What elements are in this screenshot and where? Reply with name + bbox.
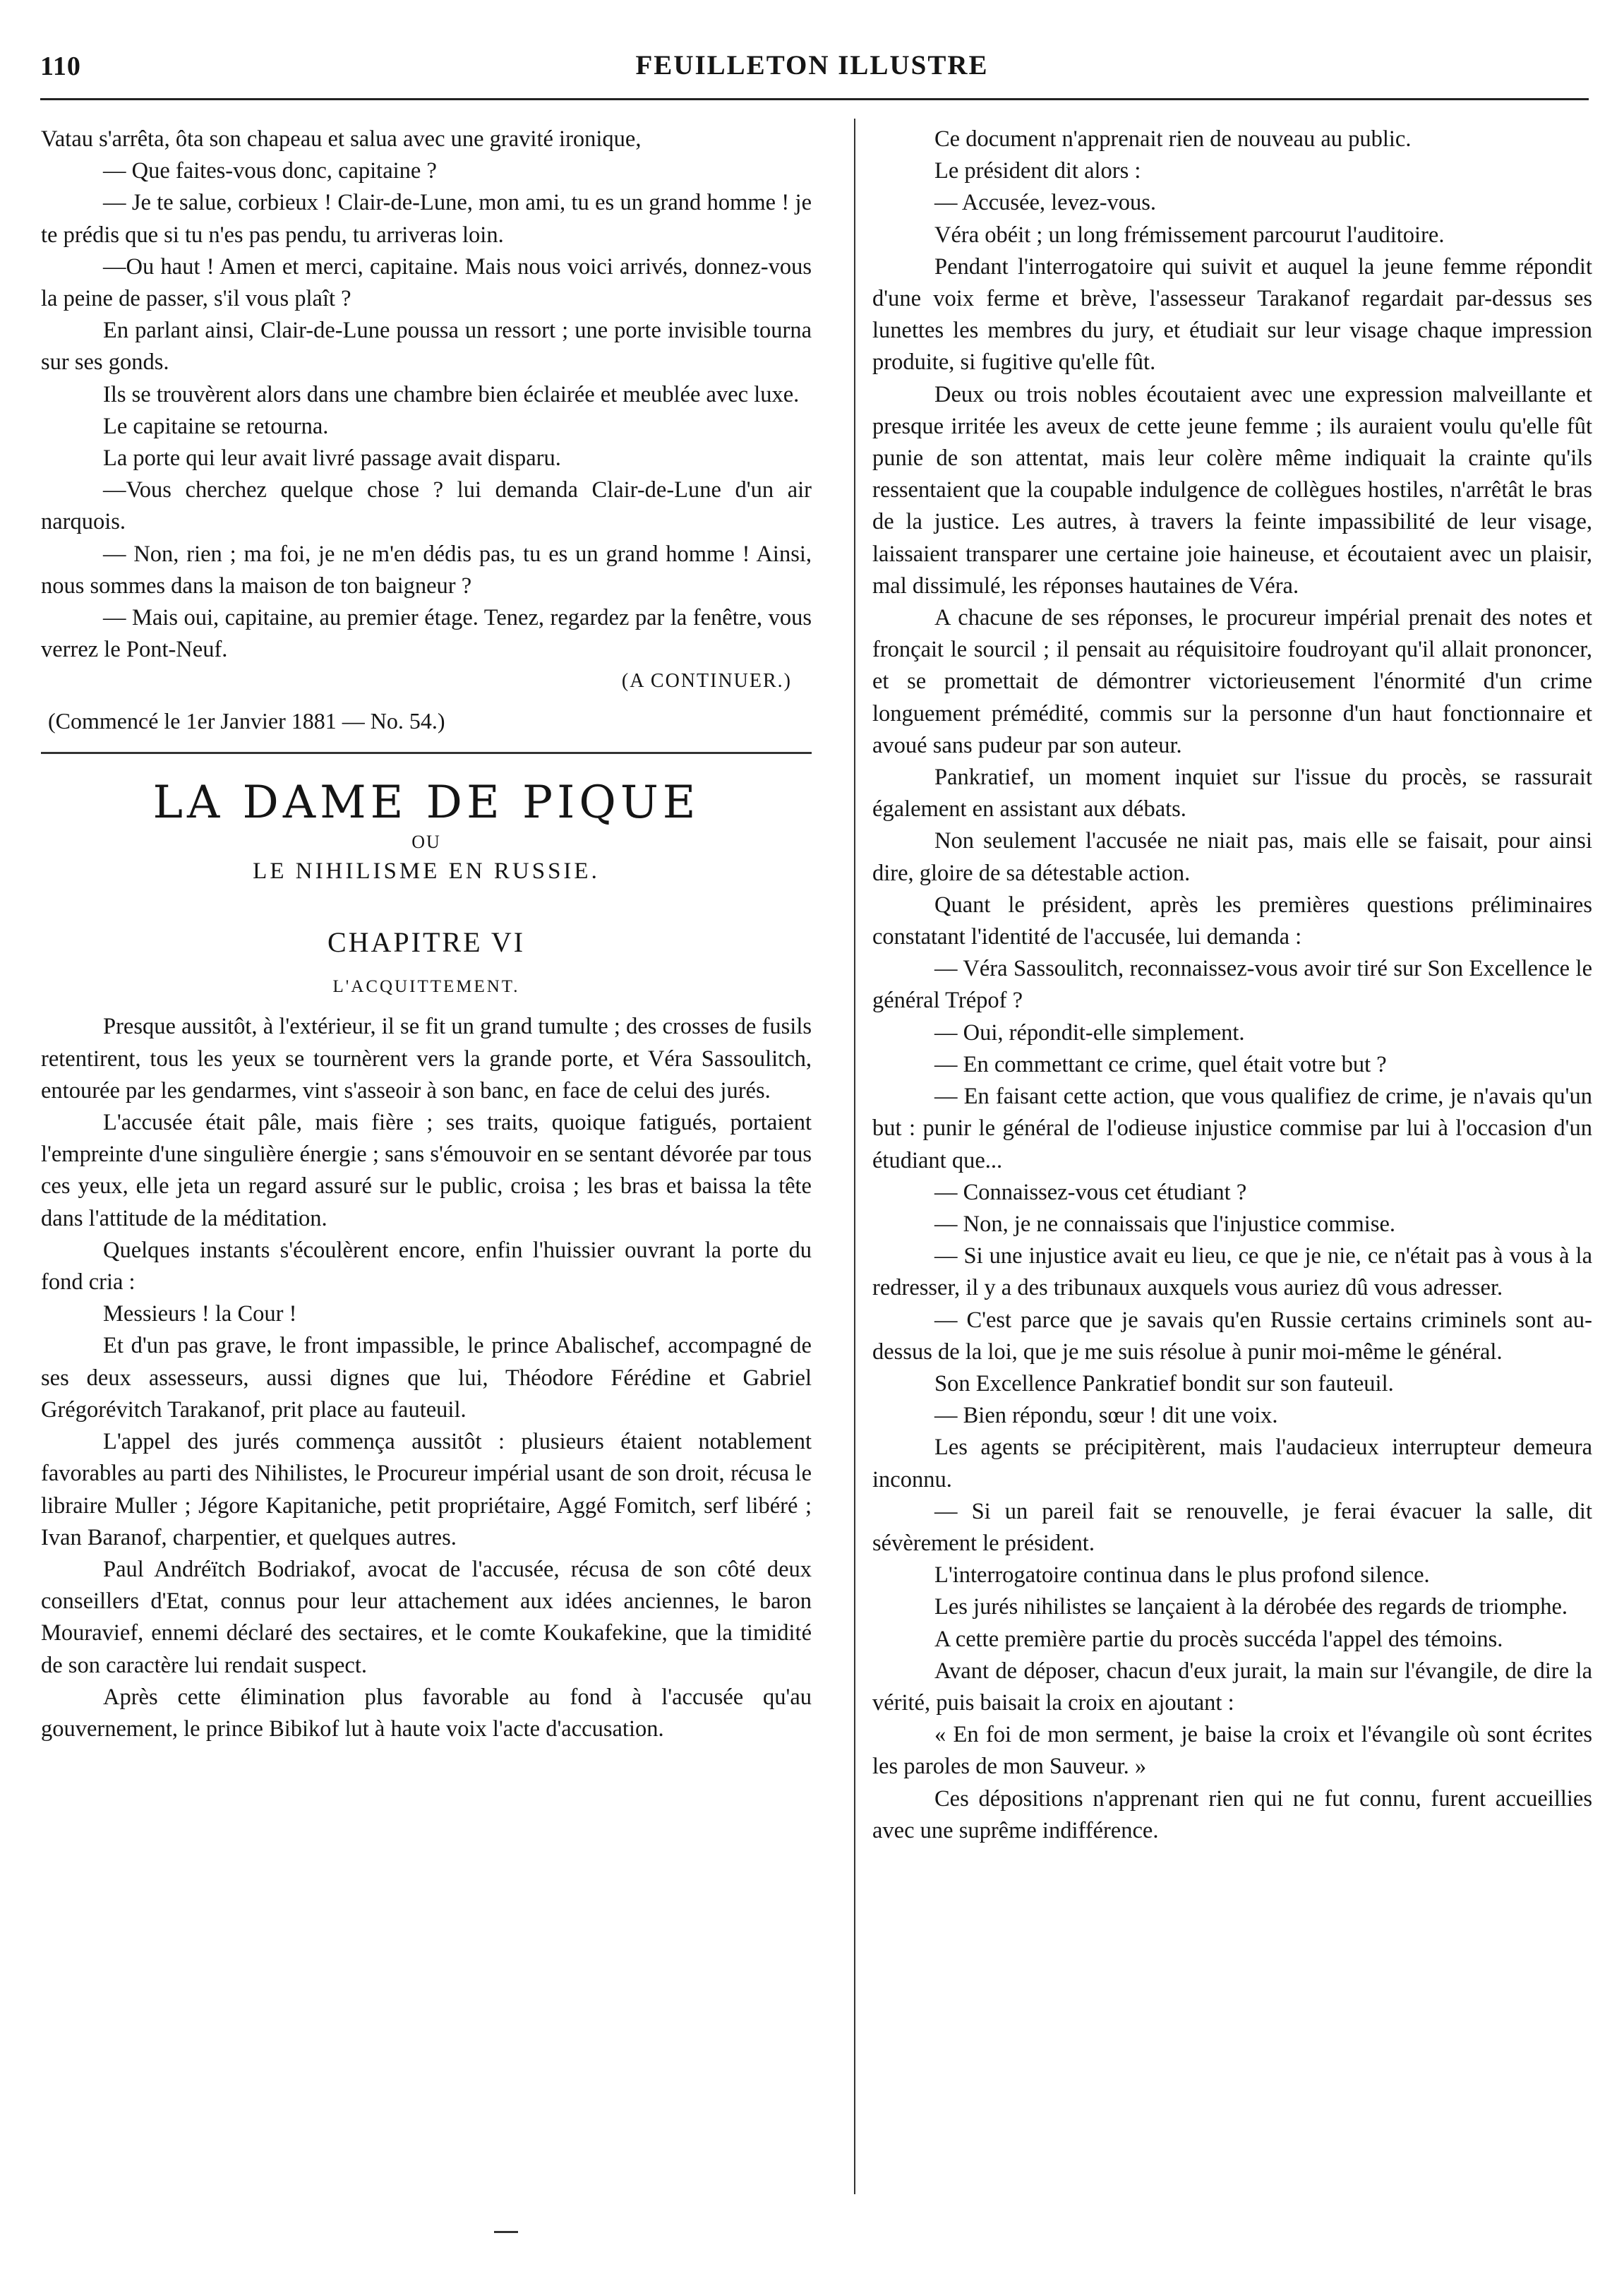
paragraph: — Que faites-vous donc, capitaine ? bbox=[103, 158, 437, 184]
paragraph: Paul Andréïtch Bodriakof, avocat de l'accusée, récusa de son côté deux conseillers d'Etat, connus pour leur attachement aux idées anciennes, le baron Mouravief, ennemi déclaré des sectaires, et le comte Koukafekine, que la timidité de son caractère lui rendait suspect. bbox=[41, 1556, 812, 1678]
paragraph: Messieurs ! la Cour ! bbox=[103, 1301, 297, 1327]
paragraph: —Vous cherchez quelque chose ? lui demanda Clair-de-Lune d'un air narquois. bbox=[41, 477, 812, 535]
paragraph: — Accusée, levez-vous. bbox=[934, 190, 1157, 216]
paragraph: Quant le président, après les premières questions préliminaires constatant l'identité de l'accusée, lui demanda : bbox=[872, 892, 1592, 950]
section-rule bbox=[41, 752, 812, 754]
paragraph: « En foi de mon serment, je baise la croix et l'évangile où sont écrites les paroles de mon Sauveur. » bbox=[872, 1722, 1592, 1780]
paragraph: Le capitaine se retourna. bbox=[103, 413, 329, 439]
paragraph: Vatau s'arrêta, ôta son chapeau et salua avec une gravité ironique, bbox=[41, 126, 642, 152]
to-be-continued: (A CONTINUER.) bbox=[621, 670, 792, 693]
paragraph: A chacune de ses réponses, le procureur impérial prenait des notes et fronçait le sourcil ; il pensait au réquisitoire foudroyant qu'il allait prononcer, et se promettait de démontrer victorieusement l'énormité d'un crime longuement prémédité, commis sur la personne d'un haut fonctionnaire et avoué sans pudeur par son auteur. bbox=[872, 605, 1592, 758]
paragraph: — Oui, répondit-elle simplement. bbox=[934, 1019, 1245, 1046]
paragraph: Quelques instants s'écoulèrent encore, enfin l'huissier ouvrant la porte du fond cria : bbox=[41, 1237, 812, 1295]
chapter-title: CHAPITRE VI bbox=[327, 926, 526, 959]
chapter-subtitle: L'ACQUITTEMENT. bbox=[332, 977, 520, 997]
paragraph: — Mais oui, capitaine, au premier étage. Tenez, regardez par la fenêtre, vous verrez le Pont-Neuf. bbox=[41, 605, 812, 663]
paragraph: — Véra Sassoulitch, reconnaissez-vous avoir tiré sur Son Excellence le général Trépof ? bbox=[872, 956, 1592, 1014]
paragraph: — En faisant cette action, que vous qualifiez de crime, je n'avais qu'un but : punir le général de l'odieuse injustice commise par lui à l'occasion d'un étudiant que... bbox=[872, 1084, 1592, 1173]
paragraph: Ces dépositions n'apprenant rien qui ne fut connu, furent accueillies avec une suprême indifférence. bbox=[872, 1785, 1592, 1843]
commenced-note: (Commencé le 1er Janvier 1881 — No. 54.) bbox=[48, 708, 445, 734]
paragraph: — Non, rien ; ma foi, je ne m'en dédis pas, tu es un grand homme ! Ainsi, nous sommes dans la maison de ton baigneur ? bbox=[41, 541, 812, 599]
page-number: 110 bbox=[40, 52, 81, 81]
paragraph: Avant de déposer, chacun d'eux jurait, la main sur l'évangile, de dire la vérité, puis baisait la croix en ajoutant : bbox=[872, 1658, 1592, 1716]
paragraph: L'interrogatoire continua dans le plus profond silence. bbox=[934, 1562, 1430, 1588]
paragraph: L'accusée était pâle, mais fière ; ses traits, quoique fatigués, portaient l'empreinte d'une singulière énergie ; sans s'émouvoir en se sentant dévorée par tous ces yeux, elle jeta un regard assuré sur le public, croisa ; les bras et baissa la tête dans l'attitude de la méditation. bbox=[41, 1110, 812, 1231]
paragraph: La porte qui leur avait livré passage avait disparu. bbox=[103, 445, 561, 472]
paragraph: — Si un pareil fait se renouvelle, je ferai évacuer la salle, dit sévèrement le président. bbox=[872, 1498, 1592, 1556]
paragraph: Après cette élimination plus favorable au fond à l'accusée qu'au gouvernement, le prince Bibikof lut à haute voix l'acte d'accusation. bbox=[41, 1684, 812, 1742]
left-column bbox=[41, 124, 812, 1745]
paragraph: Véra obéit ; un long frémissement parcourut l'auditoire. bbox=[934, 222, 1445, 248]
header-rule bbox=[40, 98, 1589, 100]
paragraph: Le président dit alors : bbox=[934, 158, 1141, 184]
paragraph: — Si une injustice avait eu lieu, ce que je nie, ce n'était pas à vous à la redresser, il y a des tribunaux auxquels vous auriez dû vous adresser. bbox=[872, 1243, 1592, 1301]
paragraph: Ils se trouvèrent alors dans une chambre bien éclairée et meublée avec luxe. bbox=[103, 381, 800, 407]
paragraph: — Connaissez-vous cet étudiant ? bbox=[934, 1179, 1247, 1205]
paragraph: Pankratief, un moment inquiet sur l'issue du procès, se rassurait également en assistant aux débats. bbox=[872, 765, 1592, 822]
paragraph: —Ou haut ! Amen et merci, capitaine. Mais nous voici arrivés, donnez-vous la peine de passer, s'il vous plaît ? bbox=[41, 253, 812, 312]
paragraph: Les agents se précipitèrent, mais l'audacieux interrupteur demeura inconnu. bbox=[872, 1435, 1592, 1492]
footer-mark bbox=[494, 2231, 518, 2233]
running-title: FEUILLETON ILLUSTRE bbox=[635, 50, 989, 80]
paragraph: Non seulement l'accusée ne niait pas, mais elle se faisait, pour ainsi dire, gloire de sa détestable action. bbox=[872, 828, 1592, 886]
paragraph: — En commettant ce crime, quel était votre but ? bbox=[934, 1051, 1387, 1077]
paragraph: Ce document n'apprenait rien de nouveau au public. bbox=[934, 126, 1412, 152]
paragraph: Son Excellence Pankratief bondit sur son fauteuil. bbox=[934, 1370, 1394, 1396]
column-divider bbox=[854, 119, 855, 2194]
story-ou: OU bbox=[411, 832, 441, 853]
paragraph: — Je te salue, corbieux ! Clair-de-Lune, mon ami, tu es un grand homme ! je te prédis que si tu n'es pas pendu, tu arriveras loin. bbox=[41, 190, 812, 248]
story-title: LA DAME DE PIQUE bbox=[152, 777, 700, 830]
paragraph: — Bien répondu, sœur ! dit une voix. bbox=[934, 1403, 1278, 1429]
paragraph: Presque aussitôt, à l'extérieur, il se fit un grand tumulte ; des crosses de fusils retentirent, tous les yeux se tournèrent vers la grande porte, et Véra Sassoulitch, entourée par les gendarmes, vint s'asseoir à son banc, en face de celui des jurés. bbox=[41, 1014, 812, 1103]
paragraph: A cette première partie du procès succéda l'appel des témoins. bbox=[934, 1626, 1503, 1652]
paragraph: En parlant ainsi, Clair-de-Lune poussa un ressort ; une porte invisible tourna sur ses gonds. bbox=[41, 318, 812, 376]
paragraph: Les jurés nihilistes se lançaient à la dérobée des regards de triomphe. bbox=[934, 1594, 1568, 1620]
paragraph: L'appel des jurés commença aussitôt : plusieurs étaient notablement favorables au parti des Nihilistes, le Procureur impérial usant de son droit, récusa le libraire Muller ; Jégore Kapitaniche, petit propriétaire, Aggé Fomitch, serf libéré ; Ivan Baranof, charpentier, et quelques autres. bbox=[41, 1429, 812, 1550]
paragraph: Pendant l'interrogatoire qui suivit et auquel la jeune femme répondit d'une voix ferme et brève, l'assesseur Tarakanof regardait par-dessus ses lunettes les membres du jury, et étudiait sur leur visage chaque impression produite, si fugitive qu'elle fût. bbox=[872, 253, 1592, 376]
paragraph: Deux ou trois nobles écoutaient avec une expression malveillante et presque irritée les aveux de cette jeune femme ; ils auraient voulu qu'elle fût punie de son attentat, mais leur colère même indiquait la crainte qu'ils ressentaient que la coupable indulgence de collègues hostiles, n'arrêtât le bras de la justice. Les autres, à travers la feinte impassibilité de leur visage, laissaient transparer une certaine joie haineuse, et écoutaient avec un plaisir, mal dissimulé, les réponses hautaines de Véra. bbox=[872, 381, 1592, 599]
paragraph: — C'est parce que je savais qu'en Russie certains criminels sont au-dessus de la loi, que je me suis résolue à punir moi-même le général. bbox=[872, 1307, 1592, 1365]
paragraph: Et d'un pas grave, le front impassible, le prince Abalischef, accompagné de ses deux assesseurs, aussi dignes que lui, Théodore Férédine et Gabriel Grégorévitch Tarakanof, prit place au fauteuil. bbox=[41, 1333, 812, 1423]
story-subtitle: LE NIHILISME EN RUSSIE. bbox=[253, 858, 600, 885]
paragraph: — Non, je ne connaissais que l'injustice commise. bbox=[934, 1211, 1396, 1237]
right-column bbox=[872, 124, 1592, 1847]
